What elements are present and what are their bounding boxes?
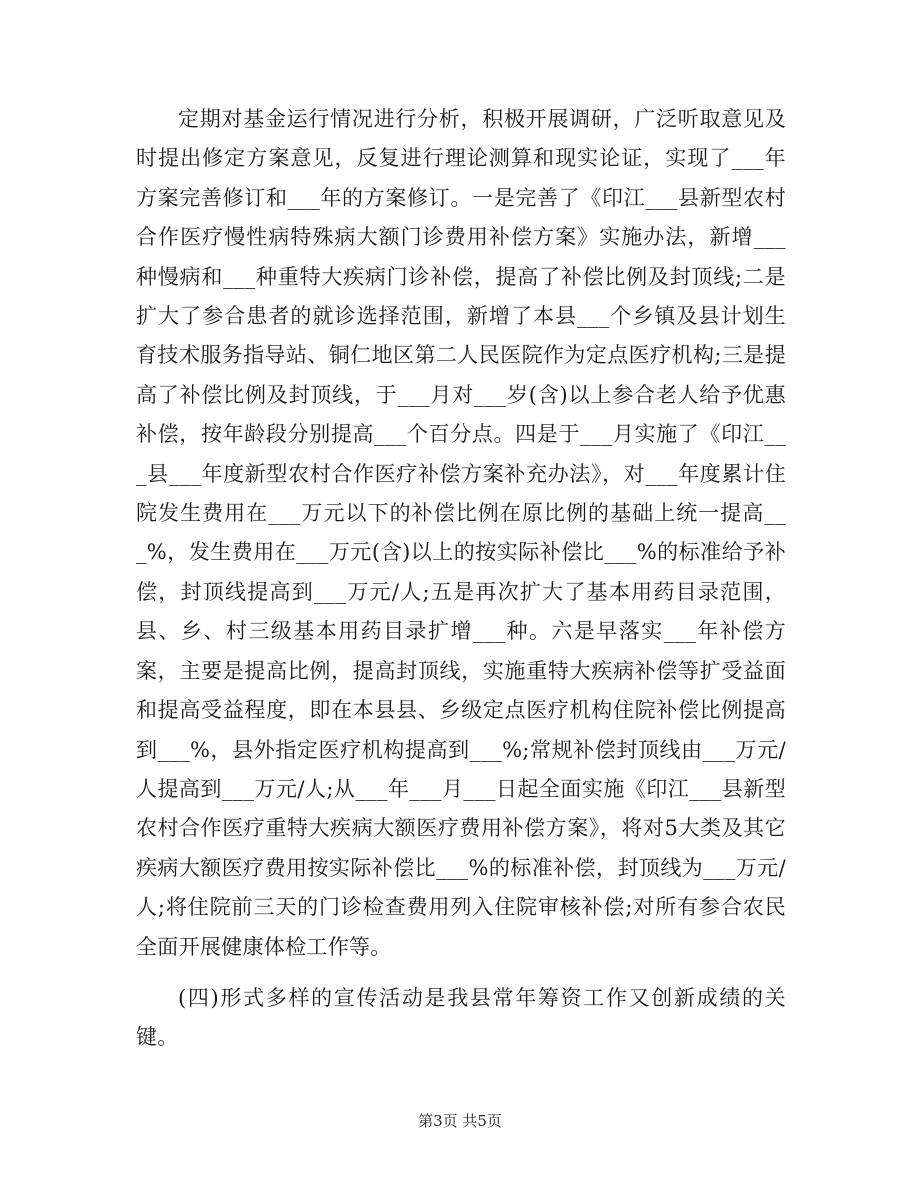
body-paragraph-1: 定期对基金运行情况进行分析，积极开展调研，广泛听取意见及时提出修定方案意见，反复进行理论测算和现实论证，实现了___年方案完善修订和___年的方案修订。一是完善了《印江___县新型农村合作医疗慢性病特殊病大额门诊费用补偿方案》实施办法，新增___种慢病和___种重特大疾病门诊补偿，提高了补偿比例及封顶线;二是扩大了参合患者的就诊选择范围，新增了本县___个乡镇及县计划生育技术服务指导站、铜仁地区第二人民医院作为定点医疗机构;三是提高了补偿比例及封顶线，于___月对___岁(含)以上参合老人给予优惠补偿，按年龄段分别提高___个百分点。四是于___月实施了《印江___县___年度新型农村合作医疗补偿方案补充办法》，对___年度累计住院发生费用在___万元以下的补偿比例在原比例的基础上统一提高___%，发生费用在___万元(含)以上的按实际补偿比___%的标准给予补偿，封顶线提高到___万元/人;五是再次扩大了基本用药目录范围，县、乡、村三级基本用药目录扩增___种。六是早落实___年补偿方案，主要是提高比例，提高封顶线，实施重特大疾病补偿等扩受益面和提高受益程度，即在本县县、乡级定点医疗机构住院补偿比例提高到___%，县外指定医疗机构提高到___%;常规补偿封顶线由___万元/人提高到___万元/人;从___年___月___日起全面实施《印江___县新型农村合作医疗重特大疾病大额医疗费用补偿方案》，将对5大类及其它疾病大额医疗费用按实际补偿比___%的标准补偿，封顶线为___万元/人;将住院前三天的门诊检查费用列入住院审核补偿;对所有参合农民全面开展健康体检工作等。 xyxy=(136,107,786,959)
page-number-footer: 第3页 共5页 xyxy=(418,1112,502,1130)
body-paragraph-2: (四)形式多样的宣传活动是我县常年筹资工作又创新成绩的关键。 xyxy=(136,985,786,1050)
document-body xyxy=(136,100,786,1058)
